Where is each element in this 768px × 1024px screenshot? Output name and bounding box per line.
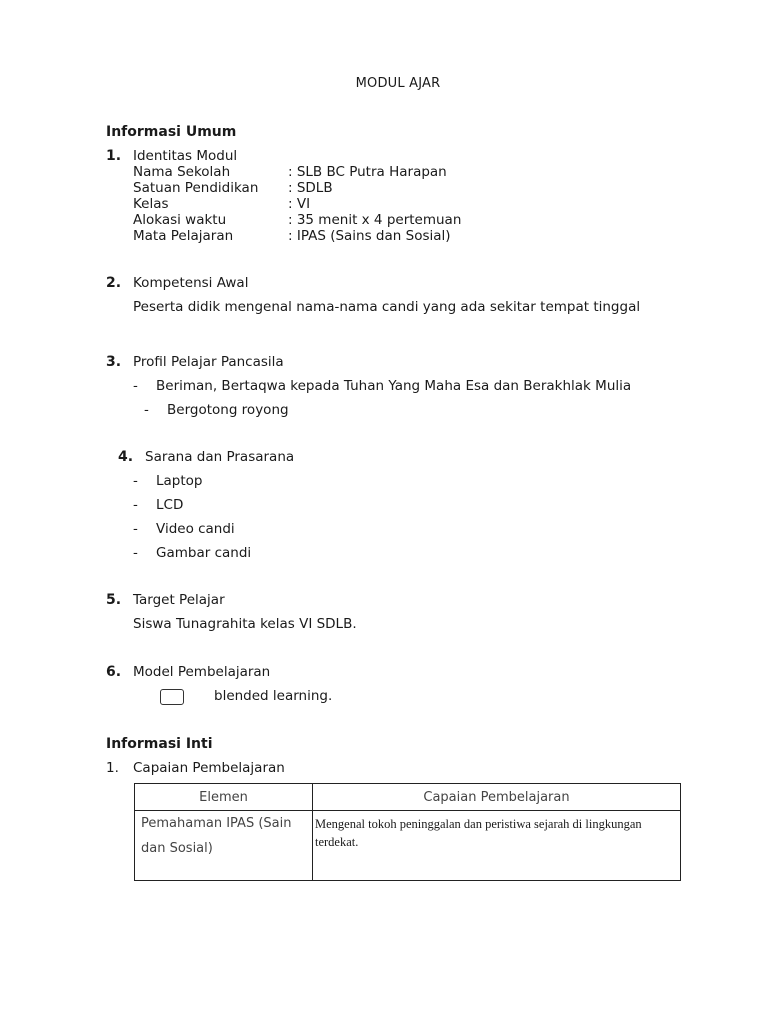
blended-learning-label: blended learning. bbox=[214, 688, 333, 704]
heading-informasi-inti: Informasi Inti bbox=[106, 736, 213, 752]
section-5-label: Target Pelajar bbox=[133, 592, 225, 608]
section-2-number: 2. bbox=[106, 275, 122, 291]
identity-key-alokasi-waktu: Alokasi waktu bbox=[133, 212, 227, 228]
list-dash: - bbox=[133, 473, 138, 489]
list-dash: - bbox=[133, 521, 138, 537]
profil-item: Beriman, Bertaqwa kepada Tuhan Yang Maha Esa dan Berakhlak Mulia bbox=[156, 378, 632, 394]
section-1-label: Identitas Modul bbox=[133, 148, 238, 164]
list-dash: - bbox=[133, 497, 138, 513]
section-4-label: Sarana dan Prasarana bbox=[145, 449, 295, 465]
blended-learning-checkbox[interactable] bbox=[160, 689, 184, 705]
section-5-text: Siswa Tunagrahita kelas VI SDLB. bbox=[133, 616, 357, 632]
section-3-label: Profil Pelajar Pancasila bbox=[133, 354, 284, 370]
identity-key-satuan-pendidikan: Satuan Pendidikan bbox=[133, 180, 259, 196]
section-2-label: Kompetensi Awal bbox=[133, 275, 249, 291]
capaian-table bbox=[134, 783, 681, 881]
section-3-number: 3. bbox=[106, 354, 122, 370]
inti-1-label: Capaian Pembelajaran bbox=[133, 760, 285, 776]
section-1-number: 1. bbox=[106, 148, 122, 164]
heading-informasi-umum: Informasi Umum bbox=[106, 124, 237, 140]
inti-1-number: 1. bbox=[106, 760, 119, 776]
table-header-elemen: Elemen bbox=[135, 784, 313, 811]
identity-value-mata-pelajaran: : IPAS (Sains dan Sosial) bbox=[288, 228, 451, 244]
section-2-text: Peserta didik mengenal nama-nama candi yang ada sekitar tempat tinggal bbox=[133, 299, 641, 315]
list-dash: - bbox=[133, 378, 138, 394]
profil-item: Bergotong royong bbox=[167, 402, 289, 418]
identity-value-kelas: : VI bbox=[288, 196, 311, 212]
list-dash: - bbox=[144, 402, 149, 418]
table-row bbox=[135, 811, 681, 881]
capaian-text: Mengenal tokoh peninggalan dan peristiwa sejarah di lingkungan terdekat. bbox=[315, 817, 642, 849]
section-4-number: 4. bbox=[118, 449, 134, 465]
table-header-capaian: Capaian Pembelajaran bbox=[313, 784, 681, 811]
identity-key-nama-sekolah: Nama Sekolah bbox=[133, 164, 231, 180]
table-header-row bbox=[135, 784, 681, 811]
table-cell-elemen bbox=[135, 811, 313, 881]
identity-value-alokasi-waktu: : 35 menit x 4 pertemuan bbox=[288, 212, 462, 228]
sarana-item: Video candi bbox=[156, 521, 235, 537]
sarana-item: Gambar candi bbox=[156, 545, 252, 561]
identity-value-nama-sekolah: : SLB BC Putra Harapan bbox=[288, 164, 447, 180]
document-title: MODUL AJAR bbox=[355, 76, 441, 91]
section-6-number: 6. bbox=[106, 664, 122, 680]
elemen-text: Pemahaman IPAS (Sain dan Sosial) bbox=[141, 816, 292, 856]
list-dash: - bbox=[133, 545, 138, 561]
identity-value-satuan-pendidikan: : SDLB bbox=[288, 180, 333, 196]
sarana-item: Laptop bbox=[156, 473, 203, 489]
section-5-number: 5. bbox=[106, 592, 122, 608]
identity-key-kelas: Kelas bbox=[133, 196, 169, 212]
sarana-item: LCD bbox=[156, 497, 184, 513]
table-cell-capaian bbox=[313, 811, 681, 881]
identity-key-mata-pelajaran: Mata Pelajaran bbox=[133, 228, 234, 244]
section-6-label: Model Pembelajaran bbox=[133, 664, 271, 680]
